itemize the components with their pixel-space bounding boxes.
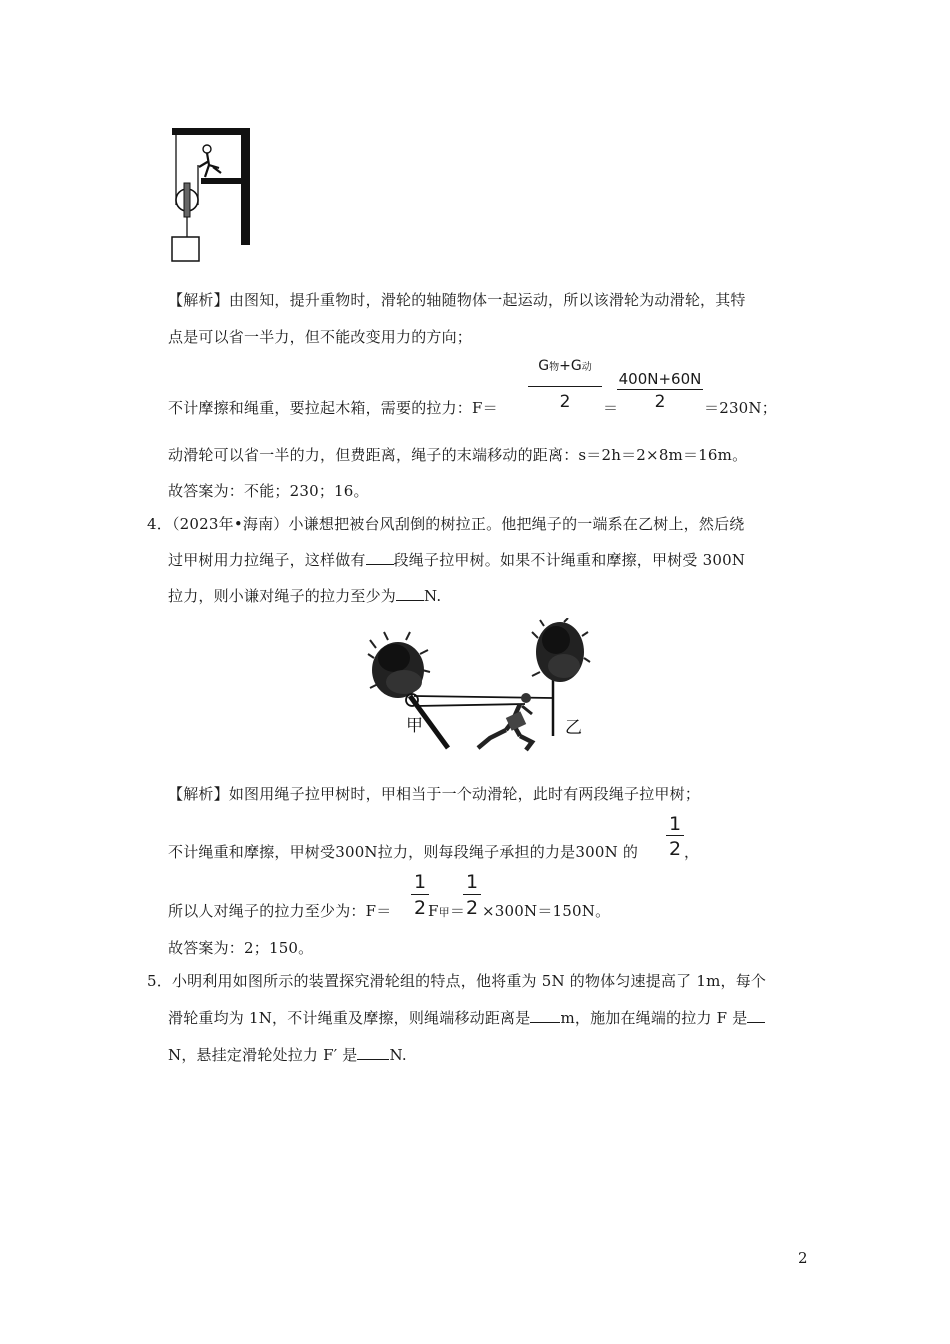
- question-text: N，悬挂定滑轮处拉力 F′ 是: [168, 1046, 358, 1064]
- analysis-label: 【解析】: [168, 291, 229, 309]
- analysis-text: 由图知，提升重物时，滑轮的轴随物体一起运动，所以该滑轮为动滑轮，其特: [228, 291, 746, 309]
- answer-blank[interactable]: [366, 550, 394, 565]
- fraction-numerator: 1: [465, 871, 479, 893]
- formula-result: ×300N＝150N。: [482, 902, 611, 920]
- fraction-numerator: 1: [668, 813, 682, 835]
- question-text: 过甲树用力拉绳子，这样做有: [168, 551, 366, 569]
- question-number: 4．: [147, 515, 172, 533]
- equals-sign: ＝: [449, 902, 466, 920]
- analysis-text: 点是可以省一半力，但不能改变用力的方向；: [168, 328, 473, 346]
- analysis-label: 【解析】: [168, 785, 229, 803]
- question-text: 拉力，则小谦对绳子的拉力至少为: [168, 587, 397, 605]
- fraction-bar: [411, 894, 429, 895]
- force-symbol: F: [428, 902, 439, 920]
- analysis-text: 如图用绳子拉甲树时，甲相当于一个动滑轮，此时有两段绳子拉甲树；: [228, 785, 701, 803]
- question-text: 段绳子拉甲树。如果不计绳重和摩擦，甲树受 300N: [393, 551, 746, 569]
- force-formula-prefix: 不计摩擦和绳重，要拉起木箱，需要的拉力：F＝: [168, 399, 498, 417]
- answer-blank[interactable]: [396, 586, 424, 601]
- equals-sign: ＝: [603, 399, 619, 417]
- answer-blank[interactable]: [747, 1008, 765, 1023]
- fraction-denominator: 2: [668, 838, 682, 860]
- formula-numerator: 400N+60N: [618, 370, 702, 388]
- formula-denominator: 2: [559, 392, 571, 412]
- fraction-numerator: 1: [413, 871, 427, 893]
- question-text: 滑轮重均为 1N，不计绳重及摩擦，则绳端移动距离是: [168, 1009, 531, 1027]
- fraction-bar: [463, 894, 481, 895]
- force-subscript: 甲: [438, 906, 450, 919]
- analysis-text: 所以人对绳子的拉力至少为：F＝: [168, 902, 392, 920]
- fraction-bar: [617, 389, 703, 390]
- analysis-text: 不计绳重和摩擦，甲树受300N拉力，则每段绳子承担的力是300N 的: [168, 843, 639, 861]
- formula-numerator: G物+G动: [538, 358, 592, 374]
- question-text: m，施加在绳端的拉力 F 是: [560, 1009, 748, 1027]
- tree-label-jia: 甲: [406, 716, 423, 736]
- tree-rope-figure: [360, 618, 600, 758]
- tree-label-yi: 乙: [565, 718, 582, 738]
- answer-blank[interactable]: [530, 1008, 560, 1023]
- formula-result: ＝230N；: [704, 399, 777, 417]
- question-text: 小明利用如图所示的装置探究滑轮组的特点，他将重为 5N 的物体匀速提高了 1m，每个: [171, 972, 767, 990]
- fraction-denominator: 2: [465, 897, 479, 919]
- fraction-bar: [666, 835, 684, 836]
- answer-line: 故答案为：2；150。: [168, 939, 314, 957]
- question-number: 5．: [147, 972, 172, 990]
- fraction-bar: [528, 386, 602, 387]
- pulley-lift-figure: [165, 125, 260, 265]
- answer-blank[interactable]: [357, 1045, 389, 1060]
- page-number: 2: [798, 1249, 808, 1267]
- fraction-denominator: 2: [413, 897, 427, 919]
- analysis-text: 动滑轮可以省一半的力，但费距离，绳子的末端移动的距离：s＝2h＝2×8m＝16m。: [168, 446, 748, 464]
- question-text: （2023年•海南）小谦想把被台风刮倒的树拉正。他把绳子的一端系在乙树上，然后绕: [171, 515, 745, 533]
- analysis-text: ，: [684, 843, 700, 861]
- formula-denominator: 2: [654, 392, 666, 412]
- question-text: N.: [389, 1046, 407, 1064]
- question-text: N.: [424, 587, 442, 605]
- answer-line: 故答案为：不能；230；16。: [168, 482, 369, 500]
